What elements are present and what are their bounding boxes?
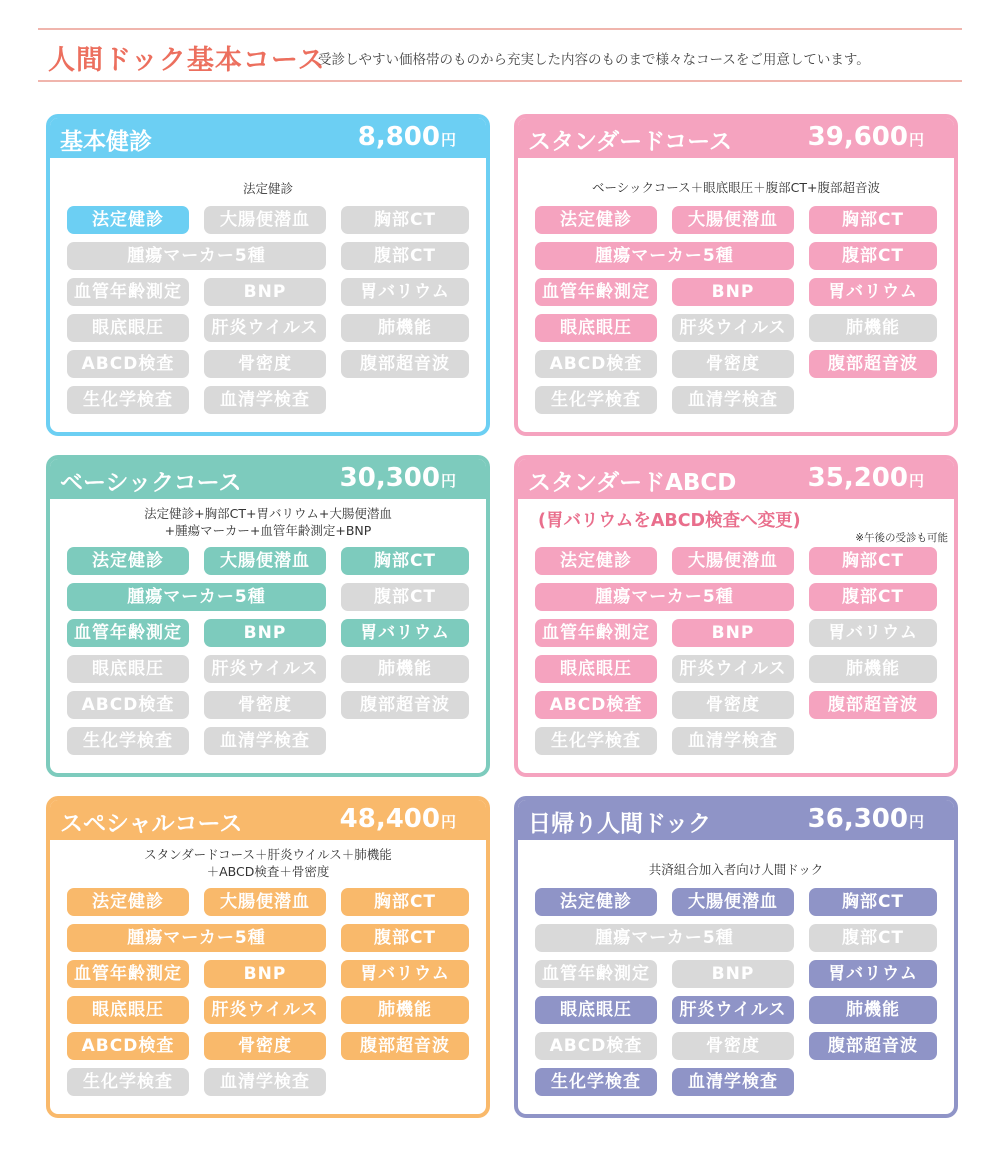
exam-item-pill: 法定健診	[67, 888, 189, 916]
exam-item-pill: 眼底眼圧	[67, 655, 189, 683]
exam-item-grid	[535, 888, 937, 1103]
exam-item-pill: 腫瘍マーカー5種	[67, 583, 326, 611]
exam-item-pill: ABCD検査	[67, 1032, 189, 1060]
exam-item-pill: 胸部CT	[341, 206, 469, 234]
exam-item-pill: 眼底眼圧	[67, 996, 189, 1024]
exam-item-pill: 胸部CT	[809, 547, 937, 575]
course-name: スタンダードABCD	[528, 470, 737, 496]
exam-item-pill: 胃バリウム	[809, 960, 937, 988]
exam-item-pill: 腫瘍マーカー5種	[67, 924, 326, 952]
exam-item-pill: 胸部CT	[809, 206, 937, 234]
exam-item-grid	[67, 206, 469, 421]
exam-item-pill: 胃バリウム	[341, 619, 469, 647]
course-subtitle: (胃バリウムをABCD検査へ変更)	[538, 511, 801, 531]
exam-item-pill: 腹部CT	[809, 924, 937, 952]
exam-item-pill: 骨密度	[204, 1032, 326, 1060]
course-card	[514, 796, 958, 1118]
course-card	[46, 455, 490, 777]
exam-item-pill: 眼底眼圧	[67, 314, 189, 342]
exam-item-pill: 腹部CT	[809, 242, 937, 270]
course-price	[808, 463, 924, 493]
exam-item-pill: 法定健診	[67, 206, 189, 234]
course-name: ベーシックコース	[60, 470, 242, 496]
price-currency: 円	[440, 472, 456, 490]
exam-item-pill: ABCD検査	[535, 350, 657, 378]
card-header	[518, 459, 954, 499]
exam-item-pill: 肝炎ウイルス	[672, 655, 794, 683]
exam-item-pill: 肝炎ウイルス	[204, 996, 326, 1024]
exam-item-pill: 血清学検査	[204, 386, 326, 414]
course-name: スペシャルコース	[60, 811, 243, 837]
exam-item-pill: 骨密度	[672, 691, 794, 719]
course-price	[358, 122, 456, 152]
exam-item-pill: 大腸便潜血	[672, 888, 794, 916]
course-price	[808, 804, 924, 834]
exam-item-pill: 骨密度	[204, 691, 326, 719]
exam-item-pill: 血清学検査	[204, 727, 326, 755]
exam-item-pill: 腹部CT	[341, 924, 469, 952]
exam-item-pill: 腫瘍マーカー5種	[535, 583, 794, 611]
exam-item-pill: 腹部超音波	[809, 1032, 937, 1060]
exam-item-pill: 肝炎ウイルス	[672, 314, 794, 342]
exam-item-pill: 肝炎ウイルス	[204, 655, 326, 683]
exam-item-pill: 大腸便潜血	[204, 206, 326, 234]
course-note: ※午後の受診も可能	[855, 532, 948, 544]
exam-item-pill: 胸部CT	[809, 888, 937, 916]
exam-item-pill: BNP	[204, 619, 326, 647]
course-name: 基本健診	[60, 129, 152, 155]
price-currency: 円	[908, 472, 924, 490]
exam-item-grid	[67, 888, 469, 1103]
exam-item-pill: 肺機能	[809, 996, 937, 1024]
exam-item-pill: 大腸便潜血	[672, 206, 794, 234]
exam-item-grid	[535, 547, 937, 762]
exam-item-pill: 腹部CT	[809, 583, 937, 611]
price-value: 48,400	[339, 804, 440, 834]
exam-item-pill: 腹部CT	[341, 583, 469, 611]
exam-item-pill: 肺機能	[809, 655, 937, 683]
exam-item-pill: 骨密度	[672, 350, 794, 378]
exam-item-pill: 血清学検査	[672, 1068, 794, 1096]
exam-item-pill: 骨密度	[204, 350, 326, 378]
course-price	[340, 804, 456, 834]
price-value: 35,200	[807, 463, 908, 493]
exam-item-pill: 腹部超音波	[809, 691, 937, 719]
price-value: 36,300	[807, 804, 908, 834]
exam-item-pill: 胃バリウム	[341, 278, 469, 306]
exam-item-pill: 血管年齢測定	[67, 960, 189, 988]
card-header	[518, 118, 954, 158]
exam-item-pill: 肺機能	[341, 996, 469, 1024]
price-currency: 円	[440, 131, 456, 149]
price-value: 8,800	[357, 122, 440, 152]
course-name: スタンダードコース	[528, 129, 733, 155]
exam-item-pill: 胃バリウム	[341, 960, 469, 988]
course-card	[514, 114, 958, 436]
exam-item-pill: BNP	[672, 960, 794, 988]
exam-item-pill: 法定健診	[535, 888, 657, 916]
exam-item-pill: ABCD検査	[67, 691, 189, 719]
exam-item-pill: 大腸便潜血	[672, 547, 794, 575]
course-description: スタンダードコース＋肝炎ウイルス＋肺機能	[144, 847, 392, 862]
course-description: 共済組合加入者向け人間ドック	[648, 862, 824, 877]
course-price	[340, 463, 456, 493]
exam-item-pill: BNP	[672, 619, 794, 647]
exam-item-pill: 骨密度	[672, 1032, 794, 1060]
course-card	[46, 796, 490, 1118]
exam-item-pill: 肺機能	[341, 314, 469, 342]
price-currency: 円	[908, 813, 924, 831]
exam-item-pill: 生化学検査	[535, 386, 657, 414]
course-card	[514, 455, 958, 777]
exam-item-pill: 肝炎ウイルス	[204, 314, 326, 342]
course-description: 法定健診+胸部CT+胃バリウム+大腸便潜血	[144, 506, 392, 521]
exam-item-pill: 生化学検査	[535, 727, 657, 755]
exam-item-pill: 肺機能	[341, 655, 469, 683]
card-header	[50, 118, 486, 158]
card-header	[518, 800, 954, 840]
exam-item-pill: 腹部超音波	[809, 350, 937, 378]
exam-item-pill: 胃バリウム	[809, 619, 937, 647]
exam-item-grid	[535, 206, 937, 421]
card-header	[50, 800, 486, 840]
exam-item-pill: 眼底眼圧	[535, 314, 657, 342]
exam-item-pill: 生化学検査	[535, 1068, 657, 1096]
exam-item-pill: 大腸便潜血	[204, 888, 326, 916]
header-top-rule	[38, 28, 962, 30]
course-description: +腫瘍マーカー+血管年齢測定+BNP	[164, 523, 372, 538]
exam-item-pill: 腫瘍マーカー5種	[67, 242, 326, 270]
exam-item-pill: 腫瘍マーカー5種	[535, 924, 794, 952]
exam-item-pill: 法定健診	[535, 206, 657, 234]
exam-item-pill: 腹部超音波	[341, 691, 469, 719]
exam-item-pill: 胸部CT	[341, 547, 469, 575]
exam-item-pill: 法定健診	[535, 547, 657, 575]
exam-item-pill: 血管年齢測定	[67, 278, 189, 306]
exam-item-pill: 胸部CT	[341, 888, 469, 916]
exam-item-pill: 腫瘍マーカー5種	[535, 242, 794, 270]
course-description: 法定健診	[242, 181, 293, 196]
exam-item-pill: BNP	[672, 278, 794, 306]
price-currency: 円	[440, 813, 456, 831]
exam-item-pill: 生化学検査	[67, 727, 189, 755]
exam-item-pill: BNP	[204, 960, 326, 988]
course-name: 日帰り人間ドック	[528, 811, 712, 837]
exam-item-pill: 血管年齢測定	[535, 278, 657, 306]
exam-item-pill: 腹部CT	[341, 242, 469, 270]
exam-item-pill: 血清学検査	[672, 727, 794, 755]
price-value: 30,300	[339, 463, 440, 493]
exam-item-pill: 血管年齢測定	[67, 619, 189, 647]
exam-item-pill: BNP	[204, 278, 326, 306]
exam-item-pill: 大腸便潜血	[204, 547, 326, 575]
course-card	[46, 114, 490, 436]
exam-item-grid	[67, 547, 469, 762]
card-header	[50, 459, 486, 499]
exam-item-pill: 生化学検査	[67, 386, 189, 414]
page-title: 人間ドック基本コース	[48, 45, 326, 76]
exam-item-pill: 胃バリウム	[809, 278, 937, 306]
exam-item-pill: ABCD検査	[535, 1032, 657, 1060]
price-value: 39,600	[807, 122, 908, 152]
exam-item-pill: 血管年齢測定	[535, 960, 657, 988]
exam-item-pill: 眼底眼圧	[535, 655, 657, 683]
exam-item-pill: 血清学検査	[204, 1068, 326, 1096]
course-price	[808, 122, 924, 152]
exam-item-pill: 肺機能	[809, 314, 937, 342]
exam-item-pill: 眼底眼圧	[535, 996, 657, 1024]
price-currency: 円	[908, 131, 924, 149]
exam-item-pill: 肝炎ウイルス	[672, 996, 794, 1024]
exam-item-pill: 生化学検査	[67, 1068, 189, 1096]
course-description: ＋ABCD検査＋骨密度	[206, 864, 330, 879]
exam-item-pill: 腹部超音波	[341, 1032, 469, 1060]
exam-item-pill: ABCD検査	[535, 691, 657, 719]
exam-item-pill: ABCD検査	[67, 350, 189, 378]
exam-item-pill: 血清学検査	[672, 386, 794, 414]
exam-item-pill: 血管年齢測定	[535, 619, 657, 647]
exam-item-pill: 法定健診	[67, 547, 189, 575]
page-subtitle: 受診しやすい価格帯のものから充実した内容のものまで様々なコースをご用意しています。	[318, 52, 870, 68]
exam-item-pill: 腹部超音波	[341, 350, 469, 378]
course-description: ベーシックコース＋眼底眼圧＋腹部CT+腹部超音波	[592, 180, 880, 195]
header-bottom-rule	[38, 80, 962, 82]
